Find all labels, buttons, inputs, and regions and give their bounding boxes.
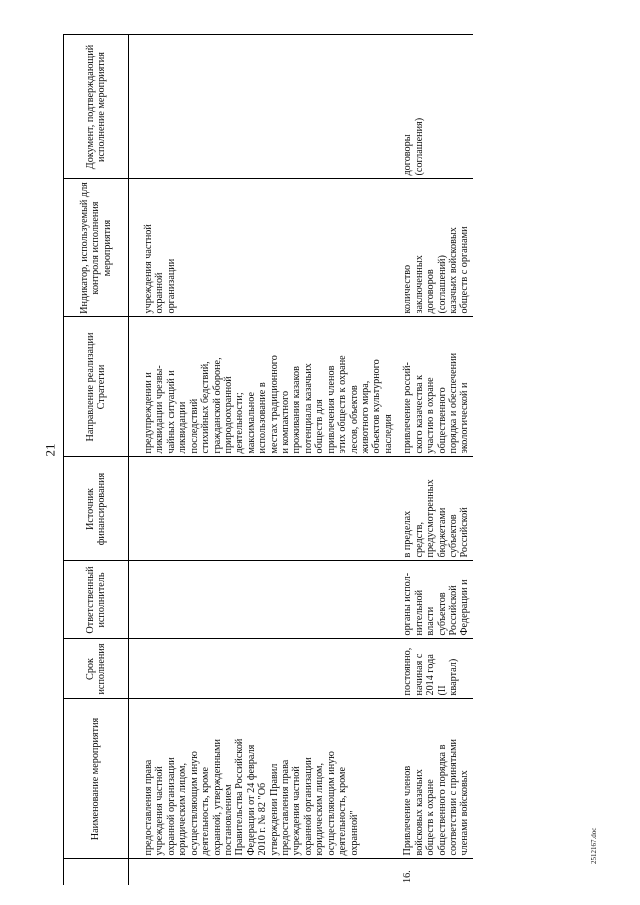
document-code: 2512167.doc — [590, 827, 598, 864]
measure-document — [129, 35, 397, 179]
row-number: 16. — [402, 870, 414, 883]
measure-name: предоставления права учреждения частной охранной организации юридическим лицом, осуществляющим иную деятельность, кроме охранной, утвержденными постановлением Правительства Российской Федерации от 24 февраля 2010 г. № 82 "Об утверждении Правил предоставления права учреждения частной охранной организации юридическим лицом, осуществляющим иную деятельность, кроме охранной" — [129, 699, 397, 859]
table-row — [129, 35, 397, 885]
column-header-name: Наименование мероприятия — [64, 699, 129, 859]
column-header-term: Срок исполнения — [64, 639, 129, 699]
measure-financing: в пределах средств, предусмотренных бюджетами субъектов Российской — [396, 457, 473, 561]
measure-document: договоры (соглашения) — [396, 35, 473, 179]
measure-name: Привлечение членов войсковых казачьих обществ к охране общественного порядка в соответствии с принятыми членами войсковых — [396, 699, 473, 859]
measure-indicator: количество заключенных договоров (соглашений) казачьих войсковых обществ с органами — [396, 179, 473, 317]
row-number — [129, 859, 397, 885]
measure-executor — [129, 561, 397, 639]
column-header-financing: Источник финансирования — [64, 457, 129, 561]
measure-financing — [129, 457, 397, 561]
measure-direction: привлечение россий- ского казачества к участию в охране общественного порядка и обеспечении экологической и — [396, 317, 473, 457]
measure-term — [129, 639, 397, 699]
table-row — [396, 35, 473, 885]
measure-direction: предупреждении и ликвидации чрезвы- чайных ситуаций и ликвидации последствий стихийных бедствий, гражданской обороне, природоохранной деятельности; максимальное использование в местах традиционного и компактного проживания казаков потенциала казачьих обществ для привлечения членов этих обществ к охране лесов, объектов животного мира, объектов культурного наследия — [129, 317, 397, 457]
measures-table — [63, 35, 473, 886]
column-header-number — [64, 859, 129, 885]
measure-indicator: учреждения частной охранной организации — [129, 179, 397, 317]
page-number: 21 — [42, 443, 58, 457]
column-header-executor: Ответственный исполнитель — [64, 561, 129, 639]
column-header-direction: Направление реализации Стратегии — [64, 317, 129, 457]
rotated-table-page — [63, 35, 563, 885]
column-header-document: Документ, подтверждающий исполнение мероприятия — [64, 35, 129, 179]
column-header-indicator: Индикатор, используемый для контроля исполнения мероприятия — [64, 179, 129, 317]
measure-executor: органы испол- нительной власти субъектов Российской Федерации и — [396, 561, 473, 639]
measure-term: постоянно, начиная с 2014 года (II квартал) — [396, 639, 473, 699]
header-row — [64, 35, 129, 885]
